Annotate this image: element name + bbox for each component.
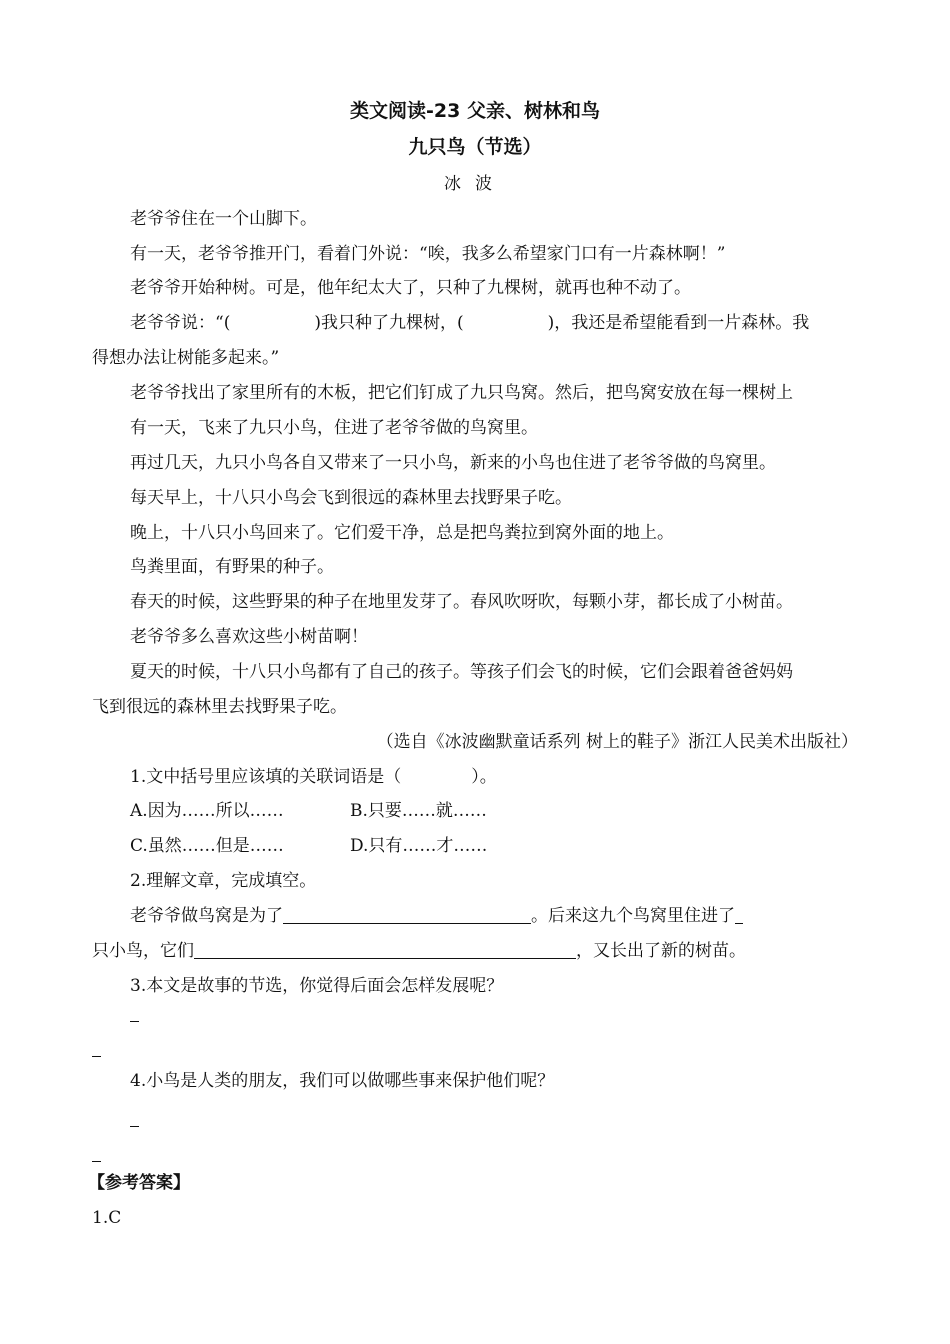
question-2: 2.理解文章，完成填空。	[130, 871, 317, 891]
answer-line[interactable]	[92, 1040, 101, 1057]
paragraph: 老爷爷住在一个山脚下。	[130, 209, 317, 229]
question-3: 3.本文是故事的节选，你觉得后面会怎样发展呢？	[130, 976, 504, 996]
paragraph-with-blanks	[130, 311, 872, 335]
paragraph: 每天早上，十八只小鸟会飞到很远的森林里去找野果子吃。	[130, 488, 572, 508]
option-b[interactable]: B.只要……就……	[350, 801, 487, 821]
paragraph-continuation: 得想办法让树能多起来。”	[92, 348, 280, 368]
paragraph-part: 老爷爷说：“(	[130, 313, 231, 333]
paragraph-part: )我只种了九棵树，(	[314, 313, 464, 333]
paragraph: 有一天，飞来了九只小鸟，住进了老爷爷做的鸟窝里。	[130, 418, 538, 438]
paragraph-continuation: 飞到很远的森林里去找野果子吃。	[92, 697, 347, 717]
answer-line[interactable]	[130, 1005, 139, 1022]
paragraph: 夏天的时候，十八只小鸟都有了自己的孩子。等孩子们会飞的时候，它们会跟着爸爸妈妈	[130, 662, 793, 682]
fill-blank[interactable]	[735, 905, 743, 924]
question-1-options-row	[130, 834, 872, 858]
paragraph: 老爷爷找出了家里所有的木板，把它们钉成了九只鸟窝。然后，把鸟窝安放在每一棵树上	[130, 383, 793, 403]
answer-line[interactable]	[92, 1145, 101, 1162]
fill-blank[interactable]	[194, 940, 576, 959]
fill-text: 老爷爷做鸟窝是为了	[130, 906, 283, 926]
question-text: ）。	[471, 767, 497, 787]
paragraph: 晚上，十八只小鸟回来了。它们爱干净，总是把鸟粪拉到窝外面的地上。	[130, 523, 674, 543]
paragraph: 老爷爷多么喜欢这些小树苗啊！	[130, 627, 368, 647]
question-1-options-row	[130, 799, 872, 823]
paragraph-part: )，我还是希望能看到一片森林。我	[547, 313, 810, 333]
story-title: 九只鸟（节选）	[408, 136, 542, 158]
answer-line[interactable]	[130, 1110, 139, 1127]
paragraph: 鸟粪里面，有野果的种子。	[130, 557, 334, 577]
fill-text: ，又长出了新的树苗。	[576, 941, 746, 961]
answer-key-heading: 【参考答案】	[88, 1173, 190, 1193]
author-name: 冰波	[444, 174, 506, 194]
fill-blank[interactable]	[283, 905, 531, 924]
question-4: 4.小鸟是人类的朋友，我们可以做哪些事来保护他们呢？	[130, 1071, 555, 1091]
question-text: 1.文中括号里应该填的关联词语是（	[130, 767, 402, 787]
paragraph: 再过几天，九只小鸟各自又带来了一只小鸟，新来的小鸟也住进了老爷爷做的鸟窝里。	[130, 453, 776, 473]
question-2-fill-line	[92, 939, 872, 963]
option-a[interactable]: A.因为……所以……	[130, 801, 284, 821]
paragraph: 春天的时候，这些野果的种子在地里发芽了。春风吹呀吹，每颗小芽，都长成了小树苗。	[130, 592, 793, 612]
option-d[interactable]: D.只有……才……	[350, 836, 488, 856]
source-citation: （选自《冰波幽默童话系列 树上的鞋子》浙江人民美术出版社）	[376, 732, 858, 752]
option-c[interactable]: C.虽然……但是……	[130, 836, 284, 856]
series-title: 类文阅读-23 父亲、树林和鸟	[350, 100, 600, 122]
question-1	[130, 765, 872, 789]
fill-text: 只小鸟，它们	[92, 941, 194, 961]
paragraph: 有一天，老爷爷推开门，看着门外说：“唉，我多么希望家门口有一片森林啊！”	[130, 244, 726, 264]
question-2-fill-line	[130, 904, 872, 928]
paragraph: 老爷爷开始种树。可是，他年纪太大了，只种了九棵树，就再也种不动了。	[130, 278, 691, 298]
fill-text: 。后来这九个鸟窝里住进了	[531, 906, 735, 926]
answer-1: 1.C	[92, 1208, 122, 1228]
